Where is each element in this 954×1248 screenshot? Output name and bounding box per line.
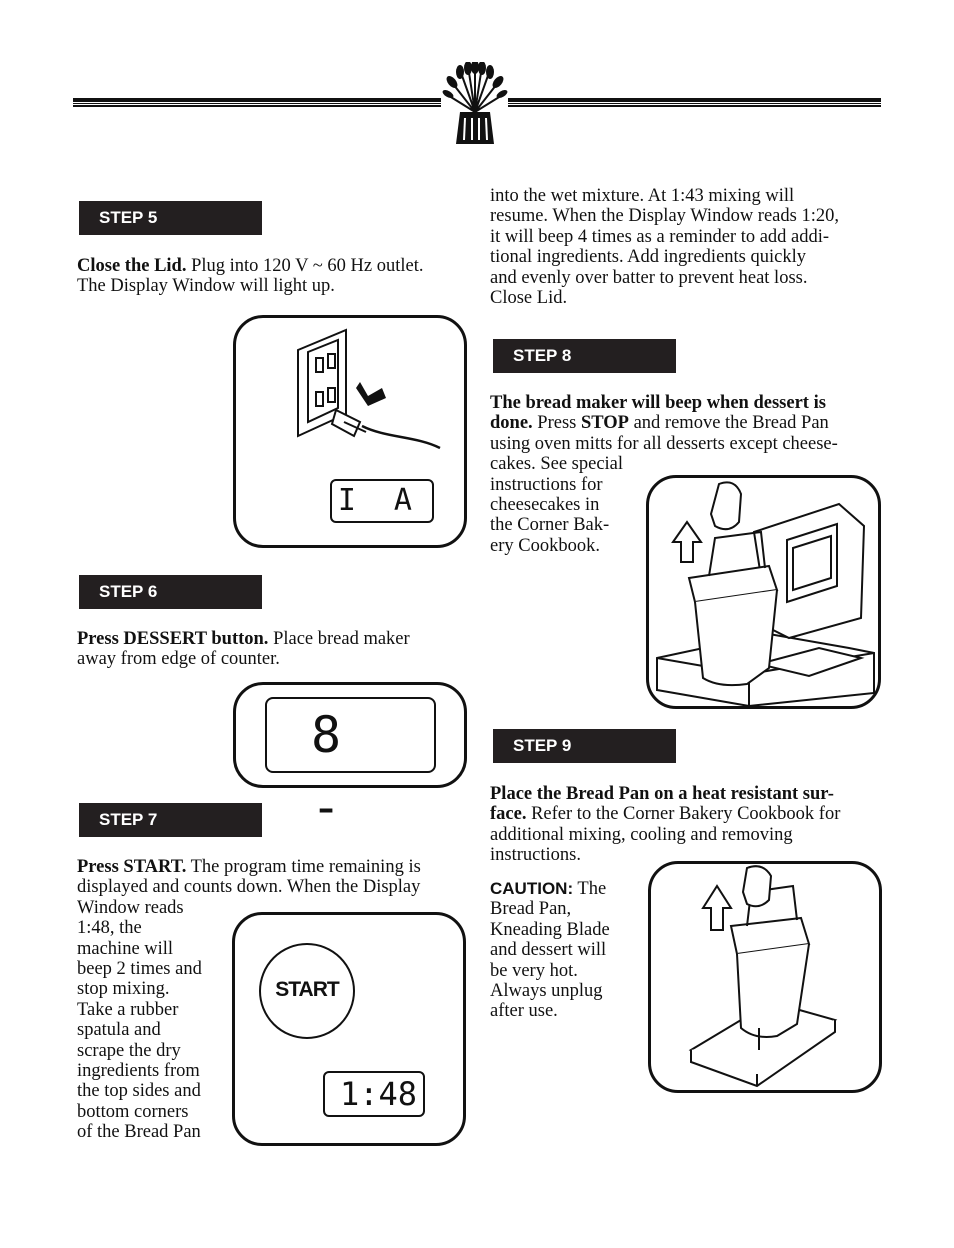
step7-narrow-4: beep 2 times and (77, 959, 202, 980)
step7-cont-1: into the wet mixture. At 1:43 mixing will (490, 186, 795, 206)
step8-header: STEP 8 (493, 339, 676, 373)
step8-narrow-1: cakes. See special (490, 454, 624, 475)
step9-illustration (648, 861, 882, 1093)
caution-text (490, 879, 650, 1022)
step8-illustration (646, 475, 881, 709)
header-rule-right (508, 98, 881, 107)
wheat-sheaf-icon (440, 62, 510, 146)
step7-narrow-9: ingredients from (77, 1061, 200, 1082)
step8-narrow-3: cheesecakes in (490, 495, 600, 516)
step7-narrow-11: bottom corners (77, 1101, 189, 1122)
step6-display-value: 8 - (311, 706, 378, 836)
step8-narrow-2: instructions for (490, 474, 603, 495)
step7-line2: displayed and counts down. When the Display (77, 877, 421, 898)
step5-line2: The Display Window will light up. (77, 276, 335, 297)
step7-cont-2: resume. When the Display Window reads 1:20, (490, 206, 839, 227)
caution-line-1: Bread Pan, (490, 899, 572, 920)
caution-line-5: Always unplug (490, 981, 603, 1002)
caution-line-2: Kneading Blade (490, 919, 610, 940)
step6-lead: Press DESSERT button. (77, 629, 269, 649)
step8-line2a: Press (532, 413, 581, 434)
step8-lead2: done. (490, 413, 533, 434)
caution-line-6: after use. (490, 1001, 558, 1022)
step9-header: STEP 9 (493, 729, 676, 763)
step8-line3: using oven mitts for all desserts except cheese- (490, 433, 838, 454)
step7-lead: Press START. (77, 857, 187, 877)
step6-text (77, 629, 477, 670)
step8-narrow-4: the Corner Bak- (490, 515, 610, 536)
step8-lead1: The bread maker will beep when dessert is (490, 393, 826, 413)
step6-line1: Place bread maker (268, 629, 410, 649)
step7-narrow-5: stop mixing. (77, 979, 170, 1000)
caution-label: CAUTION: (490, 879, 574, 898)
step5-line1: Plug into 120 V ~ 60 Hz outlet. (186, 256, 424, 276)
step9-line4: instructions. (490, 845, 581, 866)
step8-narrow-5: ery Cookbook. (490, 535, 600, 556)
step7-line1: The program time remaining is (186, 857, 421, 877)
start-button-label: START (275, 978, 339, 1001)
step7-cont-3: it will beep 4 times as a reminder to add addi- (490, 226, 830, 247)
step7-display (323, 1071, 425, 1117)
step9-text (490, 784, 890, 866)
step5-display-value: I A (337, 483, 422, 518)
step7-cont-4: tional ingredients. Add ingredients quickly (490, 247, 806, 268)
step8-line2b: and remove the Bread Pan (628, 413, 829, 434)
step5-display (330, 479, 434, 523)
step9-lead2: face. (490, 804, 527, 825)
step9-lead1: Place the Bread Pan on a heat resistant sur- (490, 784, 834, 804)
caution-line-3: and dessert will (490, 940, 607, 961)
step9-line2: Refer to the Corner Bakery Cookbook for (526, 804, 841, 825)
caution-first: The (573, 879, 607, 899)
step5-lead: Close the Lid. (77, 256, 187, 276)
step7-continued-text (490, 186, 890, 308)
step7-cont-6: Close Lid. (490, 288, 568, 309)
step7-cont-5: and evenly over batter to prevent heat loss. (490, 267, 808, 288)
step7-narrow-7: spatula and (77, 1020, 161, 1041)
step9-line3: additional mixing, cooling and removing (490, 824, 793, 845)
step7-narrow-6: Take a rubber (77, 999, 179, 1020)
step7-display-value: 1:48 (339, 1075, 417, 1113)
step7-narrow-8: scrape the dry (77, 1040, 181, 1061)
step7-narrow-10: the top sides and (77, 1081, 201, 1102)
step5-text (77, 256, 477, 297)
caution-line-4: be very hot. (490, 960, 578, 981)
step6-line2: away from edge of counter. (77, 649, 280, 670)
step6-display (265, 697, 436, 836)
step7-narrow-1: Window reads (77, 897, 184, 918)
step8-stop: STOP (580, 413, 629, 434)
step7-narrow-12: of the Bread Pan (77, 1122, 201, 1143)
step5-header: STEP 5 (79, 201, 262, 235)
start-button (259, 943, 355, 1039)
step7-narrow-3: machine will (77, 938, 174, 959)
header-rule-left (73, 98, 441, 107)
step6-header: STEP 6 (79, 575, 262, 609)
step7-narrow-2: 1:48, the (77, 918, 142, 939)
step7-header: STEP 7 (79, 803, 262, 837)
